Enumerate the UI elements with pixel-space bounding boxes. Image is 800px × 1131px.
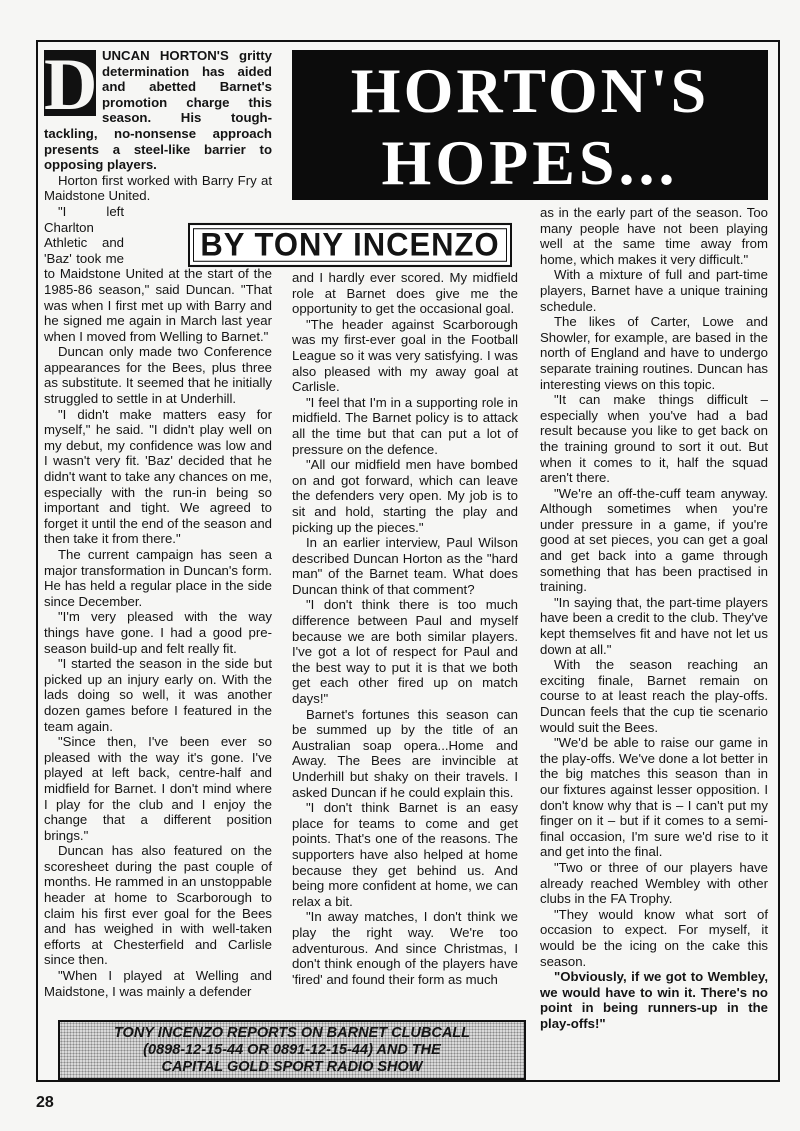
intro-text: UNCAN HORTON'S gritty determination has aided and abetted Barnet's promotion charge this season. His tough-tackling, no-nonsense approach presents a steel-like barrier to opposing players. (44, 48, 272, 173)
paragraph: "Two or three of our players have already reached Wembley with other clubs in the FA Trophy. (540, 859, 768, 907)
paragraph: "I started the season in the side but picked up an injury early on. With the lads doing so well, it was another dozen games before I featured in the team again. (44, 656, 272, 734)
paragraph: and I hardly ever scored. My midfield role at Barnet does give me the opportunity to get the occasional goal. (292, 270, 518, 317)
byline-spacer (124, 204, 272, 252)
paragraph: Horton first worked with Barry Fry at Maidstone United. (44, 172, 272, 204)
paragraph: "We'd be able to raise our game in the play-offs. We've done a lot better in the big matches this season than in our fixtures against lesser opposition. I don't know why that is – I can't put my finger on it – but if it comes to a semi-final occasion, I'm sure we'd rise to it and get into the final. (540, 735, 768, 860)
paragraph: Duncan has also featured on the scoresheet during the past couple of months. He rammed in an unstoppable header at home to Scarborough to claim his first ever goal for the Bees and has weighed in with well-taken efforts at Chesterfield and Carlisle since then. (44, 843, 272, 968)
intro-paragraph (44, 44, 272, 173)
paragraph: Barnet's fortunes this season can be summed up by the title of an Australian soap opera...Home and Away. The Bees are invincible at Underhill but shaky on their travels. I asked Duncan if he could explain this. (292, 706, 518, 800)
paragraph: "The header against Scarborough was my first-ever goal in the Football League so it was very satisfying. I was also pleased with my away goal at Carlisle. (292, 316, 518, 395)
paragraph: "I didn't make matters easy for myself," he said. "I didn't play well on my debut, my confidence was low and I wasn't very fit. 'Baz' decided that he didn't want to take any chances on me, especially with the run-in being so important and tight. We agreed to forget it until the end of the season and then take it from there." (44, 406, 273, 547)
paragraph: "They would know what sort of occasion to expect. For myself, it would be the icing on the cake this season. (540, 906, 768, 969)
byline: BY TONY INCENZO (188, 223, 512, 267)
paragraph: "Since then, I've been ever so pleased with the way it's gone. I've played at left back, centre-half and midfield for Barnet. I don't mind where I play for the club and I enjoy the change that a different position brings." (44, 734, 272, 843)
paragraph (44, 204, 272, 344)
drop-cap: D (44, 44, 98, 126)
paragraph: "All our midfield men have bombed on and got forward, which can leave the defenders very open. My job is to sit and hold, starting the play and picking up the pieces." (292, 457, 518, 535)
paragraph: "In away matches, I don't think we play the right way. We're too adventurous. And since Christmas, I don't think enough of the players have 'fired' and found their form as much (292, 909, 518, 987)
headline-line-1: HORTON'S (350, 55, 710, 126)
footer-promo-box (58, 1020, 526, 1080)
footer-line-2: (0898-12-15-44 OR 0891-12-15-44) AND THE (143, 1042, 441, 1058)
paragraph-text: "I left Charlton Athletic and 'Baz' took me to Maidstone United at the start of the 1985-86 season," said Duncan. "That was when I first met up with Barry and he signed me again in March last year when I moved from Welling to Barnet." (44, 203, 272, 344)
paragraph: "I don't think Barnet is an easy place for teams to come and get points. That's one of the reasons. The supporters have also helped at home because they get behind us. And being more confident at home, we can relax a bit. (292, 800, 518, 909)
headline (292, 50, 768, 200)
paragraph: "In saying that, the part-time players have been a credit to the club. They've kept themselves fit and have not let us down at all." (540, 594, 768, 657)
column-1 (44, 44, 273, 999)
paragraph: In an earlier interview, Paul Wilson described Duncan Horton as the "hard man" of the Barnet team. What does Duncan think of that comment? (292, 535, 518, 597)
paragraph: The current campaign has seen a major transformation in Duncan's form. He has held a regular place in the side since December. (44, 547, 272, 609)
column-2 (292, 270, 518, 987)
paragraph: "It can make things difficult – especially when you've had a bad result because you like to get back on the training ground to sort it out. But when it comes to it, half the squad aren't there. (540, 392, 768, 486)
final-quote: "Obviously, if we got to Wembley, we would have to win it. There's no point in being runners-up in the play-offs!" (540, 969, 768, 1031)
paragraph: With the season reaching an exciting finale, Barnet remain on course to at least reach the play-offs. Duncan feels that the cup tie scenario would suit the Bees. (540, 657, 768, 735)
paragraph: "I'm very pleased with the way things have gone. I had a good pre-season build-up and felt really fit. (44, 609, 272, 656)
paragraph: "I feel that I'm in a supporting role in midfield. The Barnet policy is to attack all the time but that can put a lot of pressure on the defence. (292, 394, 518, 457)
paragraph: "I don't think there is too much difference between Paul and myself because we are both similar players. I've got a lot of respect for Paul and the best way to put it is that we both get each other fired up on match days!" (292, 597, 518, 707)
page-number: 28 (36, 1094, 54, 1111)
paragraph: The likes of Carter, Lowe and Showler, for example, are based in the north of England and have to undergo separate training routines. Duncan has interesting views on this topic. (540, 314, 768, 392)
paragraph: as in the early part of the season. Too many people have not been playing well at the same time away from home, which makes it very difficult." (540, 205, 768, 267)
paragraph: Duncan only made two Conference appearances for the Bees, plus three as substitute. It seemed that he initially struggled to settle in at Underhill. (44, 344, 272, 407)
footer-line-3: CAPITAL GOLD SPORT RADIO SHOW (161, 1059, 423, 1075)
paragraph: "When I played at Welling and Maidstone, I was mainly a defender (44, 968, 272, 999)
paragraph: With a mixture of full and part-time players, Barnet have a unique training schedule. (540, 267, 768, 314)
headline-line-2: HOPES... (381, 127, 679, 198)
column-3 (540, 205, 768, 1031)
footer-line-1: TONY INCENZO REPORTS ON BARNET CLUBCALL (113, 1025, 471, 1041)
paragraph: "We're an off-the-cuff team anyway. Although sometimes when you're under pressure in a game, if you're good at set pieces, you can get a goal and get back into a game through something that has been practised in training. (540, 485, 768, 595)
